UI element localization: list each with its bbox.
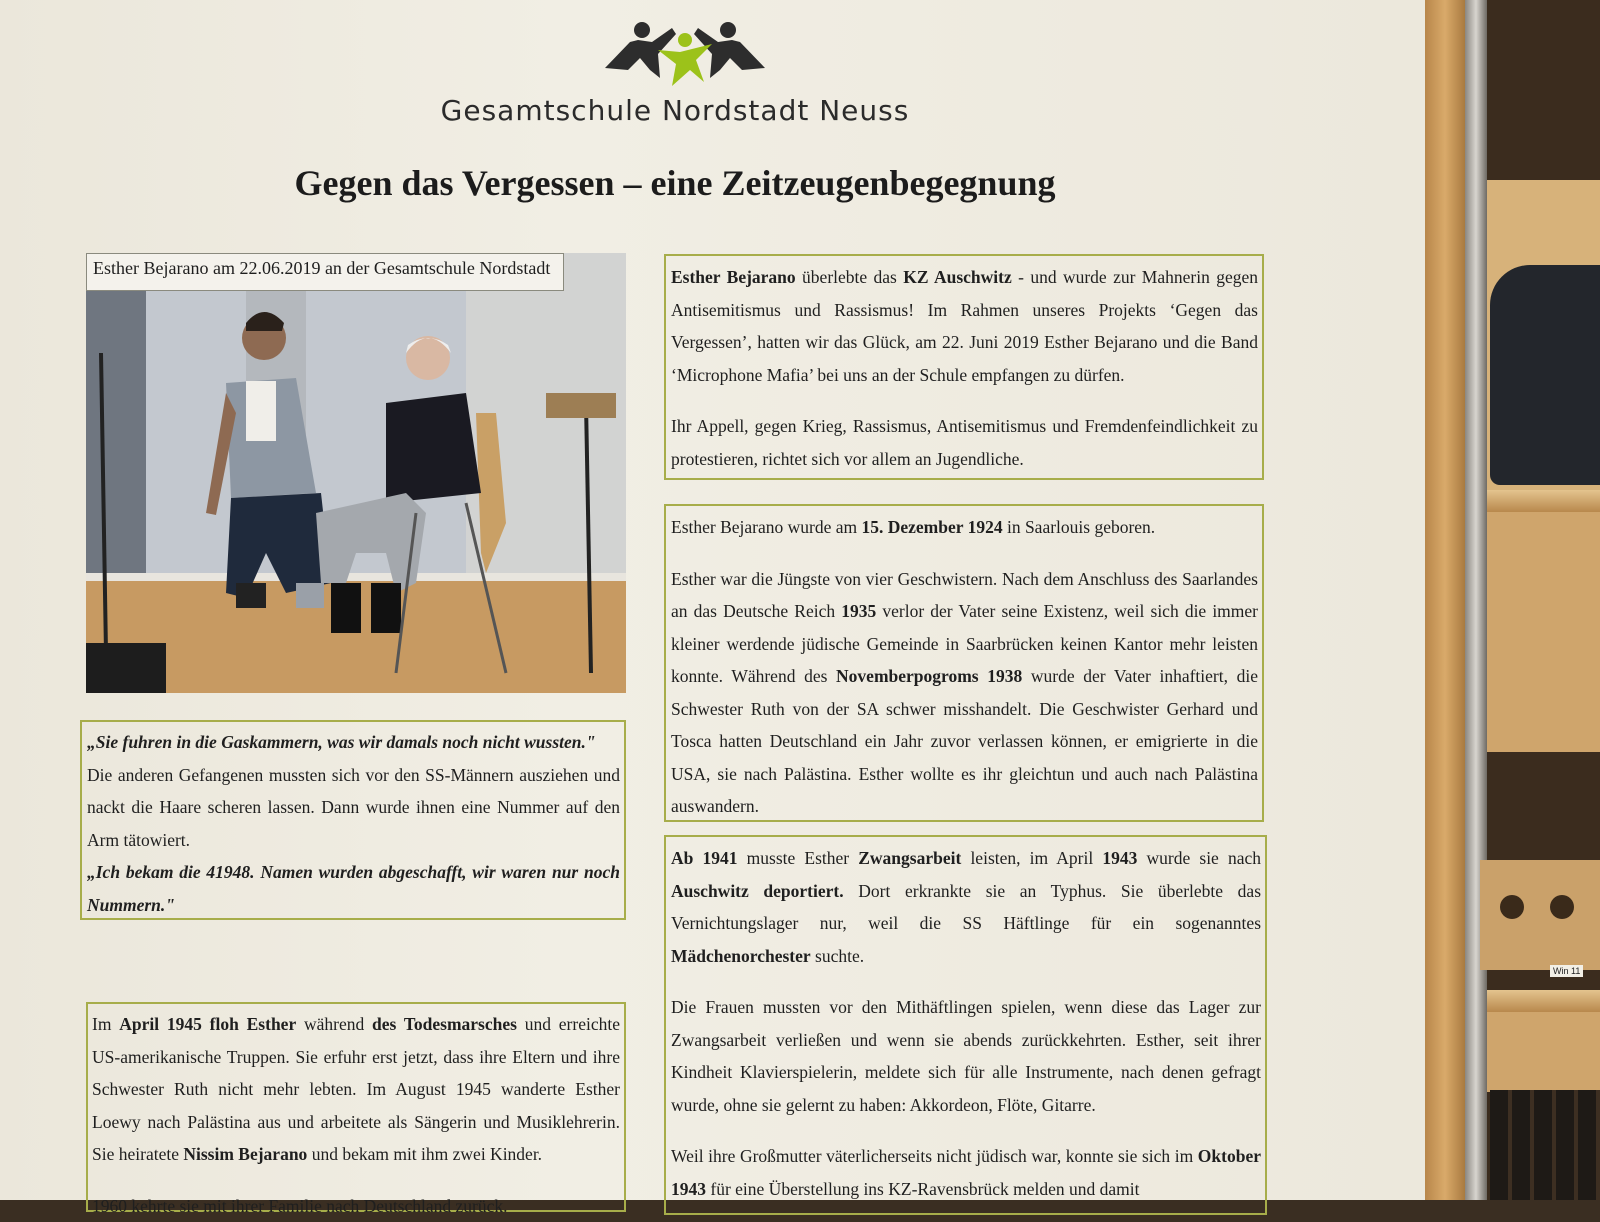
intro-paragraph: Esther Bejarano überlebte das KZ Auschwitz - und wurde zur Mahnerin gegen Antisemitismus und Rassismus! Im Rahmen unseres Projekts ‘Gegen das Vergessen’, hatten wir das Glück, am 22. Juni 2019 Esther Bejarano und die Band ‘Microphone Mafia’ bei uns an der Schule empfangen zu dürfen. [671, 261, 1258, 391]
school-logo [600, 20, 770, 90]
orchestra-paragraph: Die Frauen mussten vor den Mithäftlingen spielen, wenn diese das Lager zur Zwangsarbeit verließen und wenn sie abends zurückkehrten. Esther, seit ihrer Kindheit Klavierspielerin, meldete sich für alle Instrumente, nach denen gefragt wurde, ohne sie gelernt zu haben: Akkordeon, Flöte, Gitarre. [671, 991, 1261, 1121]
quote-1: „Sie fuhren in die Gaskammern, was wir damals noch nicht wussten." [87, 732, 596, 752]
quote-box [80, 720, 626, 920]
escape-text-box [86, 1002, 626, 1212]
box-label: Win 11 [1550, 965, 1583, 977]
school-name: Gesamtschule Nordstadt Neuss [0, 94, 1350, 127]
biography-text-box [664, 504, 1264, 822]
event-photo [86, 253, 626, 693]
cabinet-back-panel [1487, 512, 1600, 752]
escape-paragraph: Im April 1945 floh Esther während des Todesmarsches und erreichte US-amerikanische Truppen. Sie erfuhr erst jetzt, dass ihre Eltern und ihre Schwester Ruth nicht mehr lebten. Im August 1945 wanderte Esther Loewy nach Palästina aus und arbeitete als Sängerin und Musiklehrerin. Sie heiratete Nissim Bejarano und bekam mit ihm zwei Kinder. [92, 1008, 620, 1171]
quote-text: Die anderen Gefangenen mussten sich vor den SS-Männern ausziehen und nackt die Haare scheren lassen. Dann wurde ihnen eine Nummer auf den Arm tätowiert. [87, 759, 620, 857]
bag [1490, 265, 1600, 485]
quote-2: „Ich bekam die 41948. Namen wurden abgeschafft, wir waren nur noch Nummern." [87, 862, 620, 915]
photo-caption: Esther Bejarano am 22.06.2019 an der Gesamtschule Nordstadt [86, 253, 564, 291]
birth-paragraph: Esther Bejarano wurde am 15. Dezember 1924 in Saarlouis geboren. [671, 511, 1258, 544]
deportation-text-box [664, 835, 1267, 1215]
shelf-board [1487, 490, 1600, 512]
return-paragraph: 1960 kehrte sie mit ihrer Familie nach Deutschland zurück. [92, 1190, 620, 1222]
sliding-door-rail [1465, 0, 1487, 1200]
box-hole [1500, 895, 1524, 919]
cabinet-back-panel [1487, 1012, 1600, 1092]
box-hole [1550, 895, 1574, 919]
intro-text-box [664, 254, 1264, 480]
deportation-paragraph: Ab 1941 musste Esther Zwangsarbeit leisten, im April 1943 wurde sie nach Auschwitz deportiert. Dort erkrankte sie an Typhus. Sie überlebte das Vernichtungslager nur, weil die SS Häftlinge für ein sogenanntes Mädchenorchester suchte. [671, 842, 1261, 972]
page-title: Gegen das Vergessen – eine Zeitzeugenbegegnung [0, 162, 1350, 204]
transfer-paragraph: Weil ihre Großmutter väterlicherseits nicht jüdisch war, konnte sie sich im Oktober 1943 für eine Überstellung ins KZ-Ravensbrück melden und damit [671, 1140, 1261, 1205]
cabinet [1425, 0, 1600, 1200]
shelf-board [1487, 990, 1600, 1012]
storage-box [1480, 860, 1600, 970]
shelf-edge [1425, 0, 1465, 1200]
appeal-paragraph: Ihr Appell, gegen Krieg, Rassismus, Antisemitismus und Fremdenfeindlichkeit zu protestieren, richtet sich vor allem an Jugendliche. [671, 410, 1258, 475]
family-paragraph: Esther war die Jüngste von vier Geschwistern. Nach dem Anschluss des Saarlandes an das Deutsche Reich 1935 verlor der Vater seine Existenz, weil sich die immer kleiner werdende jüdische Gemeinde in Saarbrücken keinen Kantor mehr leisten konnte. Während des Novemberpogroms 1938 wurde der Vater inhaftiert, die Schwester Ruth von der SA schwer misshandelt. Die Geschwister Gerhard und Tosca hatten Deutschland ein Jahr zuvor verlassen können, er emigrierte in die USA, sie nach Palästina. Esther wollte es ihr gleichtun und auch nach Palästina auswandern. [671, 563, 1258, 823]
books [1490, 1090, 1600, 1200]
